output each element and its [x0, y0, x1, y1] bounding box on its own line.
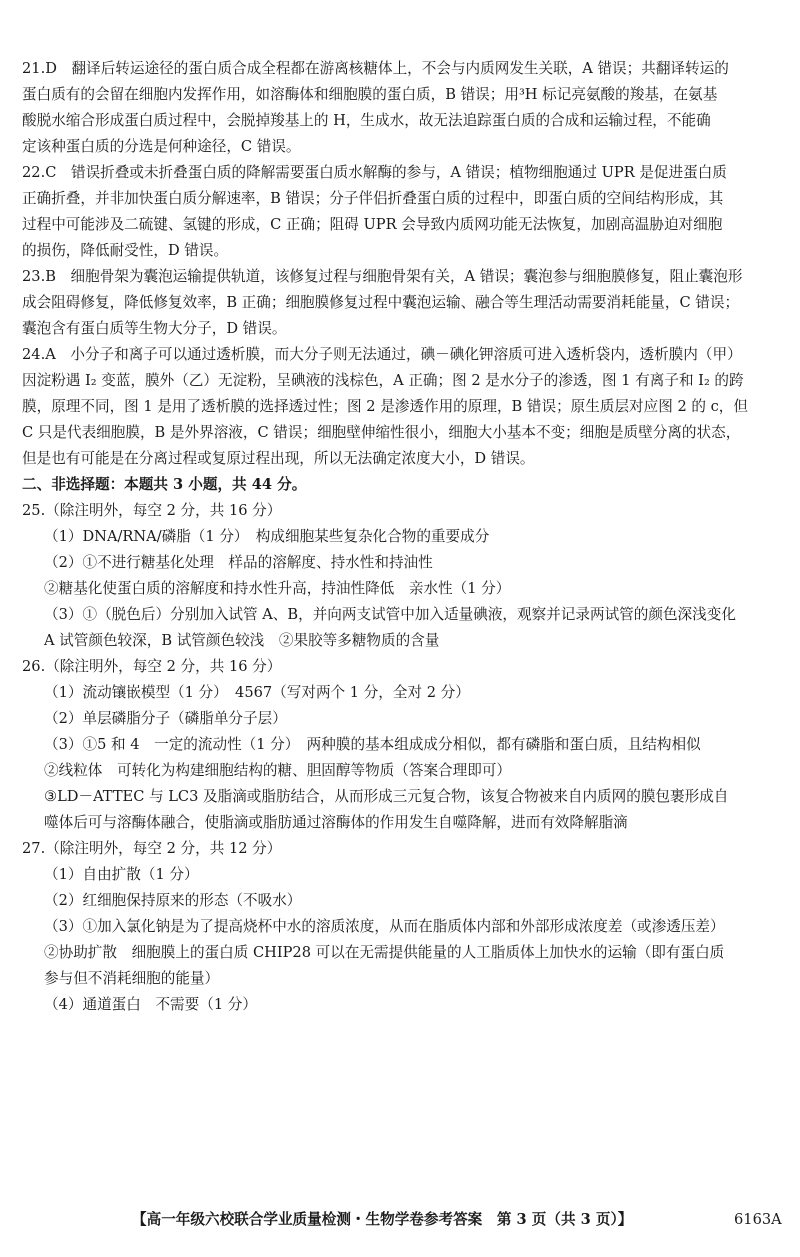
text-line: 的损伤，降低耐受性，D 错误。	[22, 242, 229, 259]
text-line: ②协助扩散 细胞膜上的蛋白质 CHIP28 可以在无需提供能量的人工脂质体上加快水的运输（即有蛋白质	[44, 944, 725, 961]
q22-answer	[22, 160, 778, 264]
q26-answer	[22, 654, 778, 836]
q27-answer	[22, 836, 778, 1018]
footer-title: 【高一年级六校联合学业质量检测・生物学卷参考答案 第 3 页（共 3 页）】	[132, 1211, 633, 1228]
answer-head: 26.（除注明外，每空 2 分，共 16 分）	[22, 658, 282, 675]
text-line: 参与但不消耗细胞的能量）	[44, 970, 220, 987]
text-line: ②糖基化使蛋白质的溶解度和持水性升高，持油性降低 亲水性（1 分）	[44, 580, 511, 597]
q21-answer	[22, 56, 778, 160]
text-line: 22.C 错误折叠或未折叠蛋白质的降解需要蛋白质水解酶的参与，A 错误；植物细胞通过 UPR 是促进蛋白质	[22, 164, 727, 181]
text-line: （3）①加入氯化钠是为了提高烧杯中水的溶质浓度，从而在脂质体内部和外部形成浓度差（或渗透压差）	[44, 918, 725, 935]
answer-head: 25.（除注明外，每空 2 分，共 16 分）	[22, 502, 282, 519]
text-line: 成会阻碍修复，降低修复效率，B 正确；细胞膜修复过程中囊泡运输、融合等生理活动需要消耗能量，C 错误；	[22, 294, 740, 311]
q23-answer	[22, 264, 778, 342]
text-line: （1）DNA/RNA/磷脂（1 分） 构成细胞某些复杂化合物的重要成分	[44, 528, 490, 545]
section-heading: 二、非选择题：本题共 3 小题，共 44 分。	[22, 476, 307, 493]
text-line: 定该种蛋白质的分选是何种途径，C 错误。	[22, 138, 301, 155]
text-line: C 只是代表细胞膜，B 是外界溶液，C 错误；细胞壁伸缩性很小，细胞大小基本不变；细胞是质壁分离的状态，	[22, 424, 741, 441]
q25-answer	[22, 498, 778, 654]
text-line: （4）通道蛋白 不需要（1 分）	[44, 996, 257, 1013]
text-line: 噬体后可与溶酶体融合，使脂滴或脂肪通过溶酶体的作用发生自噬降解，进而有效降解脂滴	[44, 814, 628, 831]
text-line: 因淀粉遇 I₂ 变蓝，膜外（乙）无淀粉，呈碘液的浅棕色，A 正确；图 2 是水分子的渗透，图 1 有离子和 I₂ 的跨	[22, 372, 744, 389]
text-line: （2）①不进行糖基化处理 样品的溶解度、持水性和持油性	[44, 554, 433, 571]
text-line: 蛋白质有的会留在细胞内发挥作用，如溶酶体和细胞膜的蛋白质，B 错误；用³H 标记亮氨酸的羧基，在氨基	[22, 86, 718, 103]
text-line: （2）单层磷脂分子（磷脂单分子层）	[44, 710, 287, 727]
text-line: 过程中可能涉及二硫键、氢键的形成，C 正确；阻碍 UPR 会导致内质网功能无法恢复，加剧高温胁迫对细胞	[22, 216, 723, 233]
q24-answer	[22, 342, 778, 472]
text-line: 正确折叠，并非加快蛋白质分解速率，B 错误；分子伴侣折叠蛋白质的过程中，即蛋白质的空间结构形成，其	[22, 190, 724, 207]
text-line: 但是也有可能是在分离过程或复原过程出现，所以无法确定浓度大小，D 错误。	[22, 450, 535, 467]
text-line: （3）①5 和 4 一定的流动性（1 分） 两种膜的基本组成成分相似，都有磷脂和蛋白质，且结构相似	[44, 736, 701, 753]
text-line: （1）流动镶嵌模型（1 分） 4567（写对两个 1 分，全对 2 分）	[44, 684, 470, 701]
answer-head: 27.（除注明外，每空 2 分，共 12 分）	[22, 840, 282, 857]
text-line: 囊泡含有蛋白质等生物大分子，D 错误。	[22, 320, 287, 337]
text-line: （1）自由扩散（1 分）	[44, 866, 199, 883]
text-line: A 试管颜色较深，B 试管颜色较浅 ②果胶等多糖物质的含量	[44, 632, 440, 649]
text-line: （2）红细胞保持原来的形态（不吸水）	[44, 892, 302, 909]
text-line: 21.D 翻译后转运途径的蛋白质合成全程都在游离核糖体上，不会与内质网发生关联，A 错误；共翻译转运的	[22, 60, 729, 77]
text-line: 酸脱水缩合形成蛋白质过程中，会脱掉羧基上的 H，生成水，故无法追踪蛋白质的合成和运输过程，不能确	[22, 112, 711, 129]
text-line: 24.A 小分子和离子可以通过透析膜，而大分子则无法通过，碘－碘化钾溶质可进入透析袋内，透析膜内（甲）	[22, 346, 742, 363]
paper-code: 6163A	[734, 1211, 782, 1228]
text-line: （3）①（脱色后）分别加入试管 A、B，并向两支试管中加入适量碘液，观察并记录两试管的颜色深浅变化	[44, 606, 736, 623]
text-line: 膜，原理不同，图 1 是用了透析膜的选择透过性；图 2 是渗透作用的原理，B 错误；原生质层对应图 2 的 c，但	[22, 398, 748, 415]
text-line: ③LD－ATTEC 与 LC3 及脂滴或脂肪结合，从而形成三元复合物，该复合物被来自内质网的膜包裹形成自	[44, 788, 729, 805]
text-line: ②线粒体 可转化为构建细胞结构的糖、胆固醇等物质（答案合理即可）	[44, 762, 512, 779]
text-line: 23.B 细胞骨架为囊泡运输提供轨道，该修复过程与细胞骨架有关，A 错误；囊泡参与细胞膜修复，阻止囊泡形	[22, 268, 743, 285]
